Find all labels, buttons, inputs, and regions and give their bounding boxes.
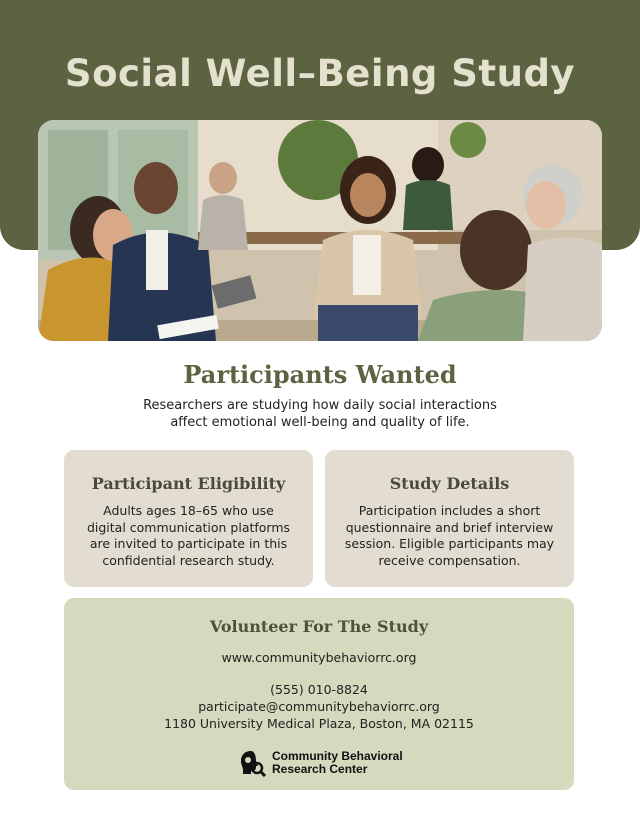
eligibility-title: Participant Eligibility xyxy=(91,474,286,493)
eligibility-line: confidential research study. xyxy=(102,552,275,568)
participants-wanted-heading: Participants Wanted xyxy=(183,360,457,389)
group-discussion-photo xyxy=(38,120,602,341)
organization-name-line: Research Center xyxy=(272,762,368,776)
intro-line: affect emotional well-being and quality of life. xyxy=(170,415,470,430)
email-link[interactable]: participate@communitybehaviorrc.org xyxy=(198,699,440,714)
head-magnifier-icon xyxy=(238,749,266,777)
eligibility-line: digital communication platforms xyxy=(86,519,291,535)
study-details-line: questionnaire and brief interview xyxy=(345,519,554,535)
phone-number[interactable]: (555) 010-8824 xyxy=(270,682,368,697)
eligibility-line: are invited to participate in this xyxy=(89,536,288,551)
study-details-title: Study Details xyxy=(389,474,510,493)
volunteer-panel xyxy=(64,598,574,790)
study-details-card xyxy=(325,450,574,587)
organization-name-line: Community Behavioral xyxy=(272,749,403,763)
study-details-line: session. Eligible participants may xyxy=(344,536,555,551)
study-details-body xyxy=(339,503,560,569)
address: 1180 University Medical Plaza, Boston, MA 02115 xyxy=(164,716,474,731)
study-details-line: receive compensation. xyxy=(378,552,521,568)
eligibility-line: Adults ages 18–65 who use xyxy=(103,503,274,518)
website-link[interactable]: www.communitybehaviorrc.org xyxy=(221,650,417,665)
volunteer-title: Volunteer For The Study xyxy=(209,617,429,636)
eligibility-body xyxy=(78,503,299,569)
intro-text xyxy=(140,397,500,431)
eligibility-card xyxy=(64,450,313,587)
intro-line: Researchers are studying how daily social interactions xyxy=(143,398,497,413)
study-details-line: Participation includes a short xyxy=(358,503,541,518)
organization-logo xyxy=(238,748,403,778)
organization-name xyxy=(272,750,403,776)
page-title: Social Well–Being Study xyxy=(64,52,576,95)
